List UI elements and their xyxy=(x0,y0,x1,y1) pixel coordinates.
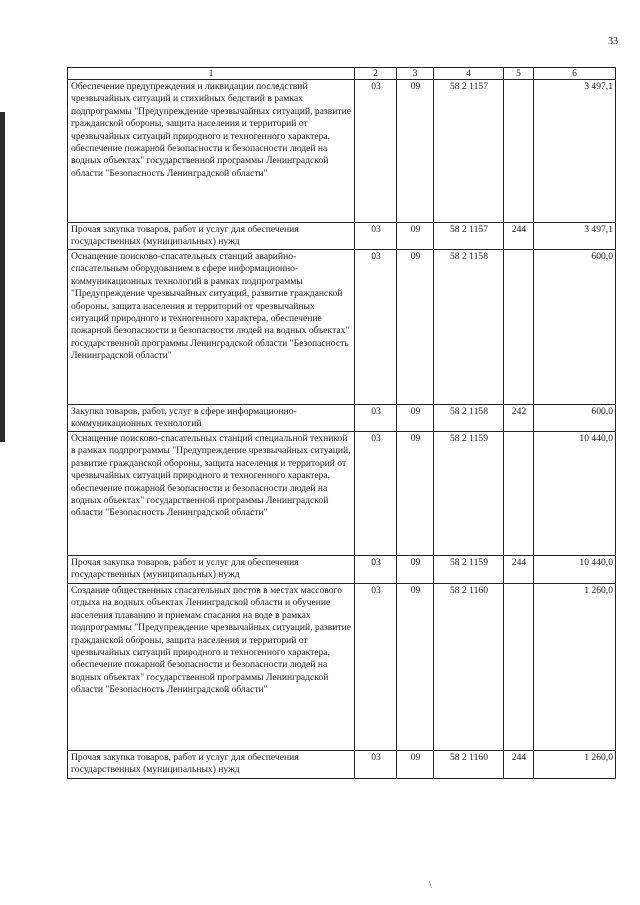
row-target-code: 58 2 1158 xyxy=(434,250,504,405)
row-section: 03 xyxy=(355,250,397,405)
table-row xyxy=(68,556,616,584)
row-section: 03 xyxy=(355,751,397,779)
row-name: Оснащение поисково-спасательных станций аварийно-спасательным оборудованием в сфере информационно-коммуникационных технологий в рамках подпрограммы "Предупреждение чрезвычайных ситуаций, развитие гражданской обороны, защита населения и территорий от чрезвычайных ситуаций природного и техногенного характера, обеспечение пожарной безопасности и безопасности людей на водных объектах" государственной программы Ленинградской области "Безопасность Ленинградской области" xyxy=(68,250,355,405)
row-amount: 600,0 xyxy=(534,250,616,405)
row-expense-type xyxy=(504,584,534,751)
table-row xyxy=(68,751,616,779)
row-expense-type xyxy=(504,432,534,556)
row-target-code: 58 2 1157 xyxy=(434,80,504,223)
row-name: Оснащение поисково-спасательных станций специальной техникой в рамках подпрограммы "Предупреждение чрезвычайных ситуаций, развитие гражданской обороны, защита населения и территорий от чрезвычайных ситуаций природного и техногенного характера, обеспечение пожарной безопасности и безопасности людей на водных объектах" государственной программы Ленинградской области "Безопасность Ленинградской области" xyxy=(68,432,355,556)
row-name: Закупка товаров, работ, услуг в сфере информационно-коммуникационных технологий xyxy=(68,405,355,432)
header-col-6: 6 xyxy=(534,68,616,80)
row-amount: 3 497,1 xyxy=(534,223,616,250)
table-row xyxy=(68,584,616,751)
row-amount: 10 440,0 xyxy=(534,556,616,584)
header-col-5: 5 xyxy=(504,68,534,80)
row-expense-type: 244 xyxy=(504,223,534,250)
row-subsection: 09 xyxy=(397,584,434,751)
row-target-code: 58 2 1157 xyxy=(434,223,504,250)
table-row xyxy=(68,432,616,556)
row-expense-type: 244 xyxy=(504,751,534,779)
row-section: 03 xyxy=(355,223,397,250)
row-section: 03 xyxy=(355,432,397,556)
row-section: 03 xyxy=(355,556,397,584)
row-amount: 1 260,0 xyxy=(534,584,616,751)
row-subsection: 09 xyxy=(397,223,434,250)
table-header-row xyxy=(68,68,616,80)
row-subsection: 09 xyxy=(397,751,434,779)
header-col-3: 3 xyxy=(397,68,434,80)
row-name: Обеспечение предупреждения и ликвидации последствий чрезвычайных ситуаций и стихийных бедствий в рамках подпрограммы "Предупреждение чрезвычайных ситуаций, развитие гражданской обороны, защита населения и территорий от чрезвычайных ситуаций природного и техногенного характера, обеспечение пожарной безопасности и безопасности людей на водных объектах" государственной программы Ленинградской области "Безопасность Ленинградской области" xyxy=(68,80,355,223)
row-target-code: 58 2 1159 xyxy=(434,556,504,584)
row-name: Создание общественных спасательных постов в местах массового отдыха на водных объектах Ленинградской области и обучение населения плаванию и приемам спасания на воде в рамках подпрограммы "Предупреждение чрезвычайных ситуаций, развитие гражданской обороны, защита населения и территорий от чрезвычайных ситуаций природного и техногенного характера, обеспечение пожарной безопасности и безопасности людей на водных объектах" государственной программы Ленинградской области "Безопасность Ленинградской области" xyxy=(68,584,355,751)
table-row xyxy=(68,250,616,405)
row-name: Прочая закупка товаров, работ и услуг для обеспечения государственных (муниципальных) нужд xyxy=(68,223,355,250)
row-section: 03 xyxy=(355,80,397,223)
row-target-code: 58 2 1158 xyxy=(434,405,504,432)
table-row xyxy=(68,223,616,250)
row-amount: 3 497,1 xyxy=(534,80,616,223)
stray-mark: \ xyxy=(429,880,432,891)
page-number: 33 xyxy=(608,36,618,47)
row-expense-type: 242 xyxy=(504,405,534,432)
row-amount: 10 440,0 xyxy=(534,432,616,556)
row-target-code: 58 2 1160 xyxy=(434,751,504,779)
row-name: Прочая закупка товаров, работ и услуг для обеспечения государственных (муниципальных) нужд xyxy=(68,751,355,779)
table-row xyxy=(68,80,616,223)
row-subsection: 09 xyxy=(397,405,434,432)
scan-edge-mark xyxy=(0,112,5,442)
row-expense-type: 244 xyxy=(504,556,534,584)
row-section: 03 xyxy=(355,405,397,432)
row-expense-type xyxy=(504,250,534,405)
row-subsection: 09 xyxy=(397,432,434,556)
budget-table xyxy=(67,67,616,779)
row-subsection: 09 xyxy=(397,250,434,405)
row-expense-type xyxy=(504,80,534,223)
row-amount: 600,0 xyxy=(534,405,616,432)
row-section: 03 xyxy=(355,584,397,751)
header-col-2: 2 xyxy=(355,68,397,80)
row-subsection: 09 xyxy=(397,80,434,223)
row-target-code: 58 2 1159 xyxy=(434,432,504,556)
row-target-code: 58 2 1160 xyxy=(434,584,504,751)
row-name: Прочая закупка товаров, работ и услуг для обеспечения государственных (муниципальных) нужд xyxy=(68,556,355,584)
table-row xyxy=(68,405,616,432)
row-subsection: 09 xyxy=(397,556,434,584)
header-col-4: 4 xyxy=(434,68,504,80)
row-amount: 1 260,0 xyxy=(534,751,616,779)
header-col-1: 1 xyxy=(68,68,355,80)
